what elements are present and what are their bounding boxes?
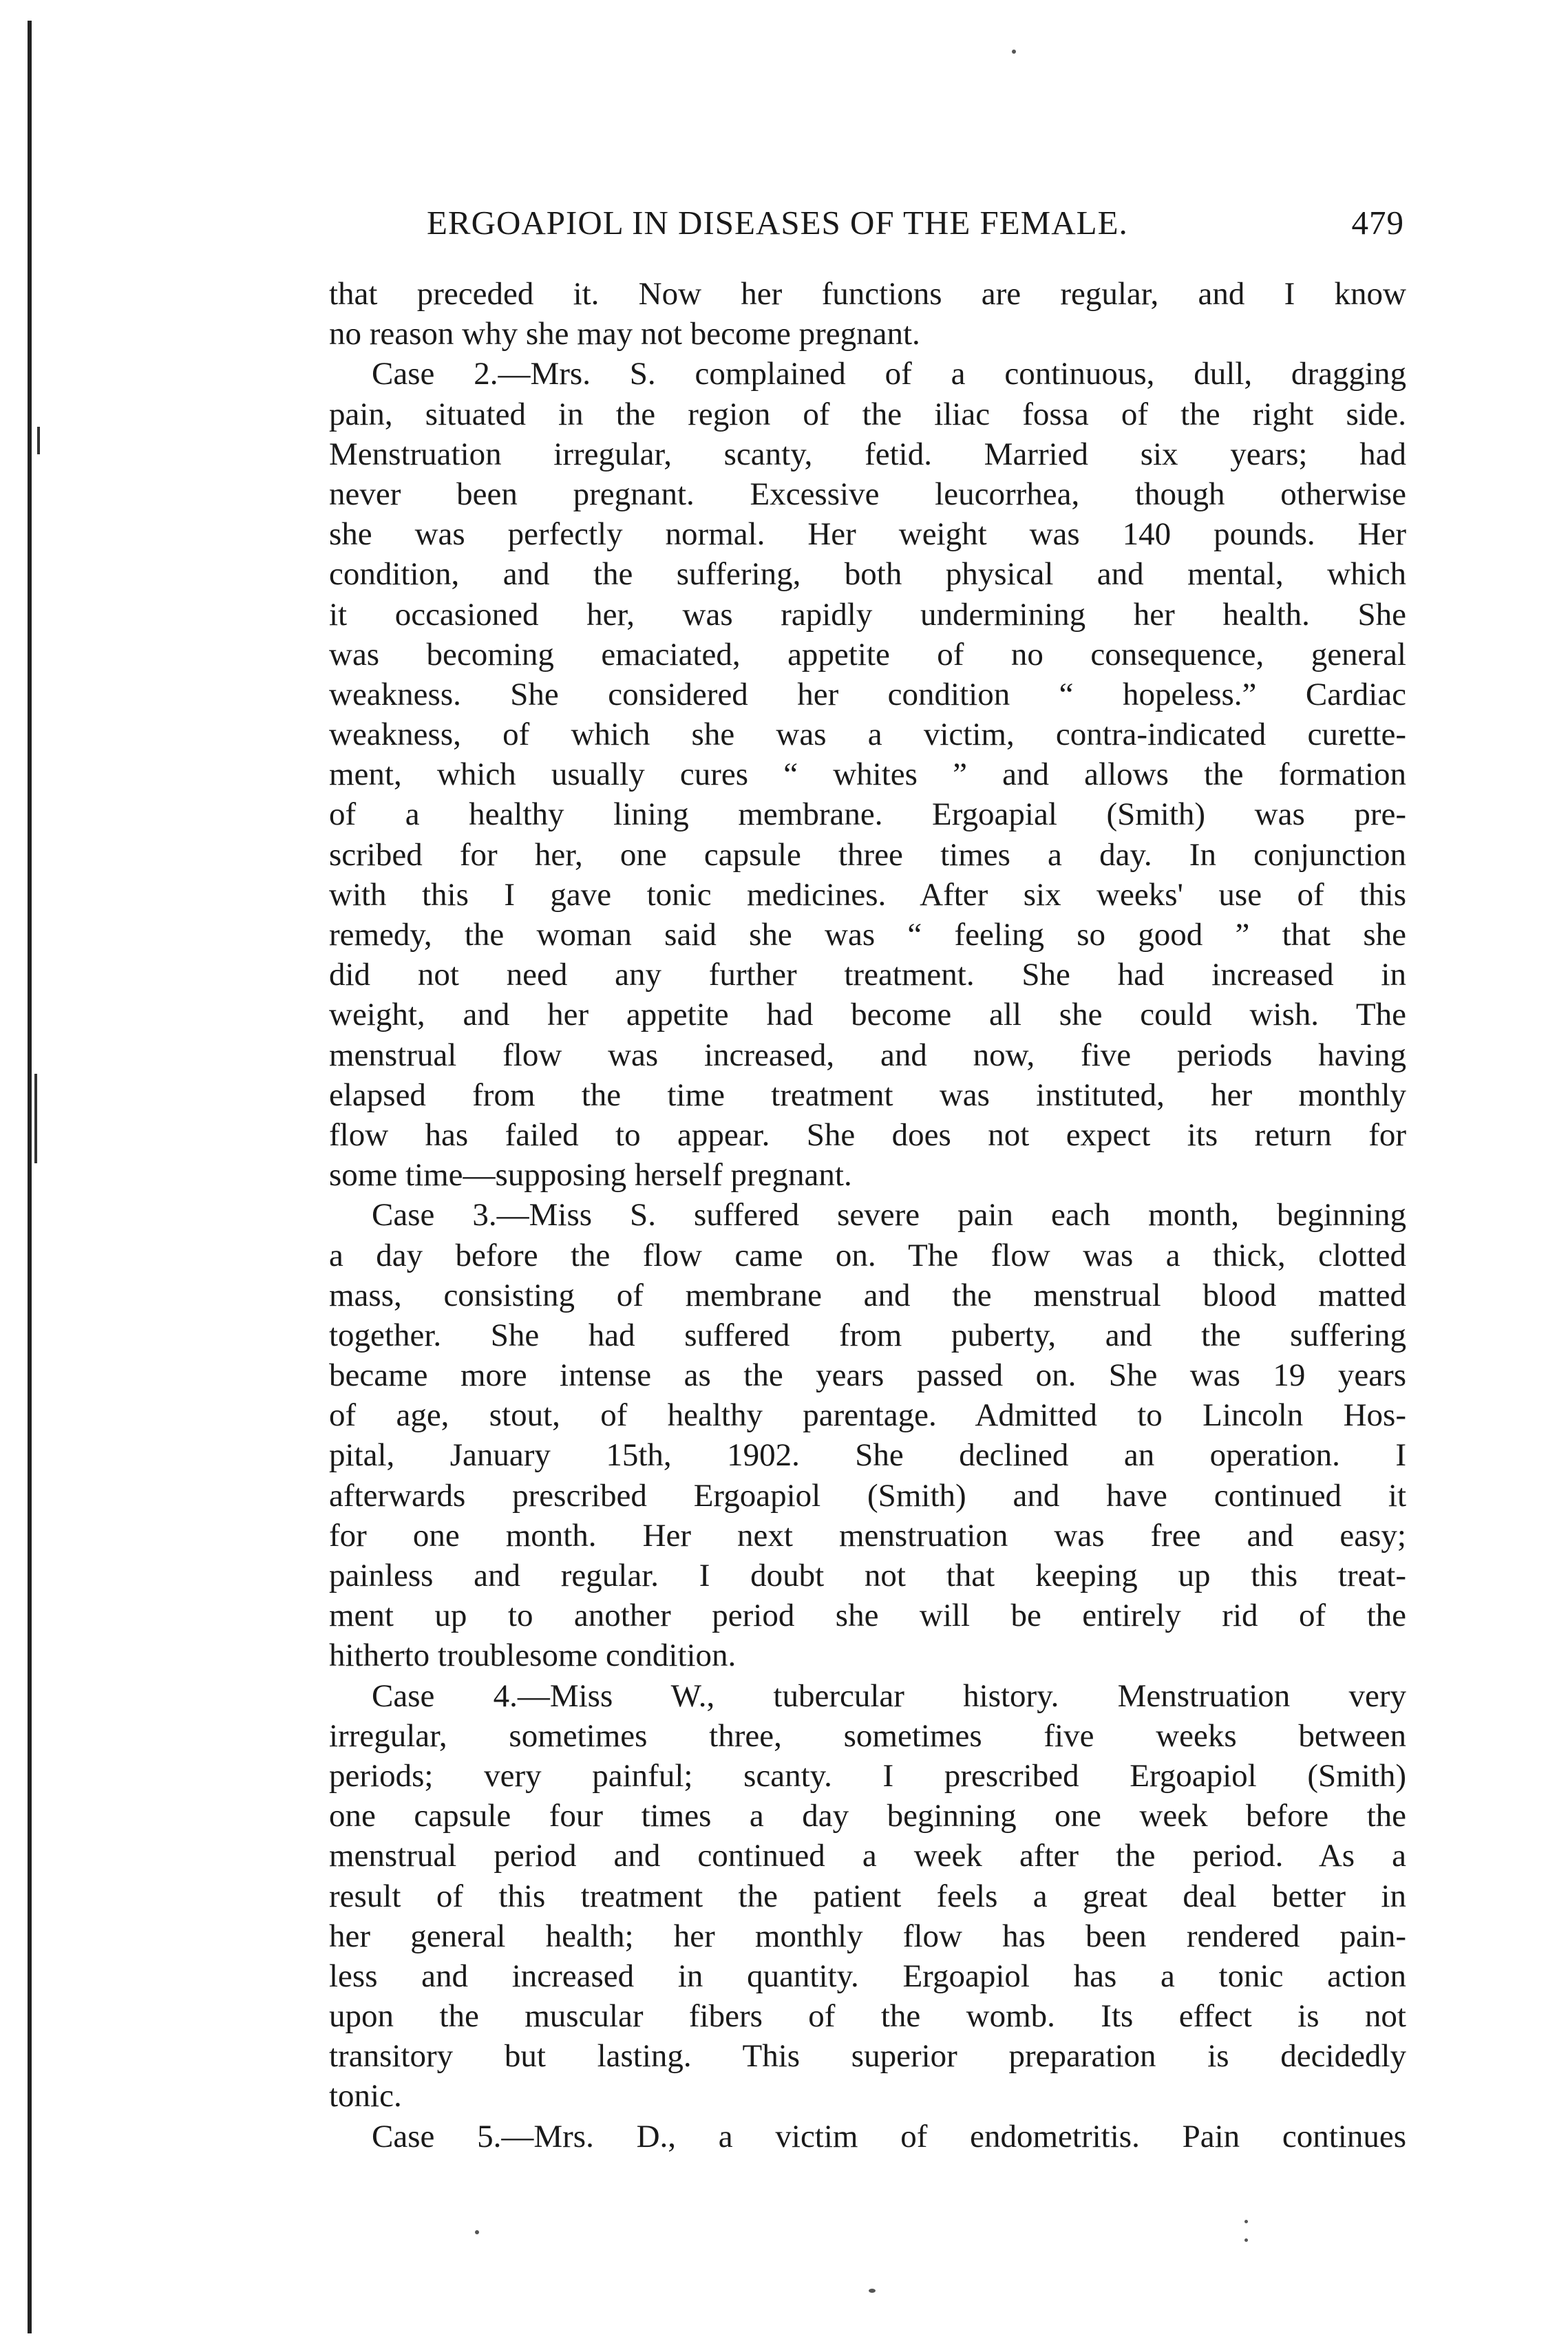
- text-line: less and increased in quantity. Ergoapiol has a tonic action: [329, 1958, 1406, 1994]
- text-line: scribed for her, one capsule three times a day. In conjunction: [329, 836, 1406, 873]
- text-line: for one month. Her next menstruation was free and easy;: [329, 1517, 1406, 1554]
- page-number: 479: [1351, 204, 1404, 242]
- text-line: remedy, the woman said she was “ feeling so good ” that she: [329, 917, 1406, 953]
- text-line: Menstruation irregular, scanty, fetid. Married six years; had: [329, 436, 1406, 472]
- text-line: result of this treatment the patient feels a great deal better in: [329, 1878, 1406, 1914]
- text-line: Case 3.—Miss S. suffered severe pain each month, beginning: [372, 1197, 1406, 1233]
- text-line: no reason why she may not become pregnant.: [329, 316, 920, 352]
- text-line: that preceded it. Now her functions are regular, and I know: [329, 276, 1406, 312]
- ink-speck: [1012, 50, 1016, 54]
- text-line: her general health; her monthly flow has been rendered pain-: [329, 1918, 1406, 1954]
- text-line: irregular, sometimes three, sometimes five weeks between: [329, 1717, 1406, 1754]
- ink-speck: [1244, 2220, 1248, 2223]
- text-line: upon the muscular fibers of the womb. Its effect is not: [329, 1998, 1406, 2035]
- text-line: weight, and her appetite had become all she could wish. The: [329, 997, 1406, 1033]
- text-line: Case 5.—Mrs. D., a victim of endometritis. Pain continues: [372, 2118, 1406, 2154]
- text-line: weakness, of which she was a victim, contra-indicated curette-: [329, 717, 1406, 753]
- ink-speck: [1244, 2238, 1248, 2242]
- page-edge-shadow: [28, 21, 32, 2333]
- text-line: painless and regular. I doubt not that keeping up this treat-: [329, 1558, 1406, 1593]
- text-line: periods; very painful; scanty. I prescribed Ergoapiol (Smith): [329, 1757, 1406, 1794]
- page-edge-mark: [34, 1074, 37, 1163]
- text-line: ment, which usually cures “ whites ” and allows the formation: [329, 756, 1406, 793]
- ink-speck: [475, 2230, 479, 2234]
- text-line: Case 2.—Mrs. S. complained of a continuous, dull, dragging: [372, 356, 1406, 392]
- text-line: pital, January 15th, 1902. She declined an operation. I: [329, 1437, 1406, 1474]
- text-line: afterwards prescribed Ergoapiol (Smith) and have continued it: [329, 1477, 1406, 1514]
- text-line: Case 4.—Miss W., tubercular history. Menstruation very: [372, 1677, 1406, 1714]
- body-text: [329, 274, 1406, 2157]
- text-line: menstrual flow was increased, and now, five periods having: [329, 1037, 1406, 1073]
- running-title: ERGOAPIOL IN DISEASES OF THE FEMALE.: [427, 204, 1128, 242]
- text-line: was becoming emaciated, appetite of no consequence, general: [329, 636, 1406, 672]
- text-line: mass, consisting of membrane and the menstrual blood matted: [329, 1277, 1406, 1313]
- text-line: of a healthy lining membrane. Ergoapial (Smith) was pre-: [329, 796, 1406, 833]
- text-line: did not need any further treatment. She had increased in: [329, 957, 1406, 993]
- text-line: together. She had suffered from puberty, and the suffering: [329, 1317, 1406, 1353]
- text-line: became more intense as the years passed on. She was 19 years: [329, 1357, 1406, 1394]
- text-line: flow has failed to appear. She does not expect its return for: [329, 1116, 1406, 1153]
- text-line: a day before the flow came on. The flow was a thick, clotted: [329, 1237, 1406, 1273]
- text-line: transitory but lasting. This superior preparation is decidedly: [329, 2038, 1406, 2075]
- text-line: weakness. She considered her condition “ hopeless.” Cardiac: [329, 676, 1406, 712]
- text-line: elapsed from the time treatment was instituted, her monthly: [329, 1077, 1406, 1113]
- text-line: she was perfectly normal. Her weight was 140 pounds. Her: [329, 516, 1406, 553]
- text-line: some time—supposing herself pregnant.: [329, 1157, 852, 1194]
- text-line: one capsule four times a day beginning one week before the: [329, 1798, 1406, 1834]
- text-line: menstrual period and continued a week after the period. As a: [329, 1838, 1406, 1874]
- text-line: tonic.: [329, 2078, 402, 2115]
- running-header: [427, 203, 1404, 244]
- text-line: with this I gave tonic medicines. After six weeks' use of this: [329, 876, 1406, 913]
- text-line: of age, stout, of healthy parentage. Admitted to Lincoln Hos-: [329, 1397, 1406, 1434]
- text-line: condition, and the suffering, both physical and mental, which: [329, 556, 1406, 593]
- text-line: it occasioned her, was rapidly undermining her health. She: [329, 596, 1406, 633]
- page-edge-mark: [37, 427, 40, 454]
- ink-speck: [869, 2289, 876, 2293]
- text-line: hitherto troublesome condition.: [329, 1638, 737, 1674]
- text-line: never been pregnant. Excessive leucorrhea, though otherwise: [329, 476, 1406, 512]
- text-line: pain, situated in the region of the iliac fossa of the right side.: [329, 396, 1406, 432]
- text-line: ment up to another period she will be entirely rid of the: [329, 1598, 1406, 1634]
